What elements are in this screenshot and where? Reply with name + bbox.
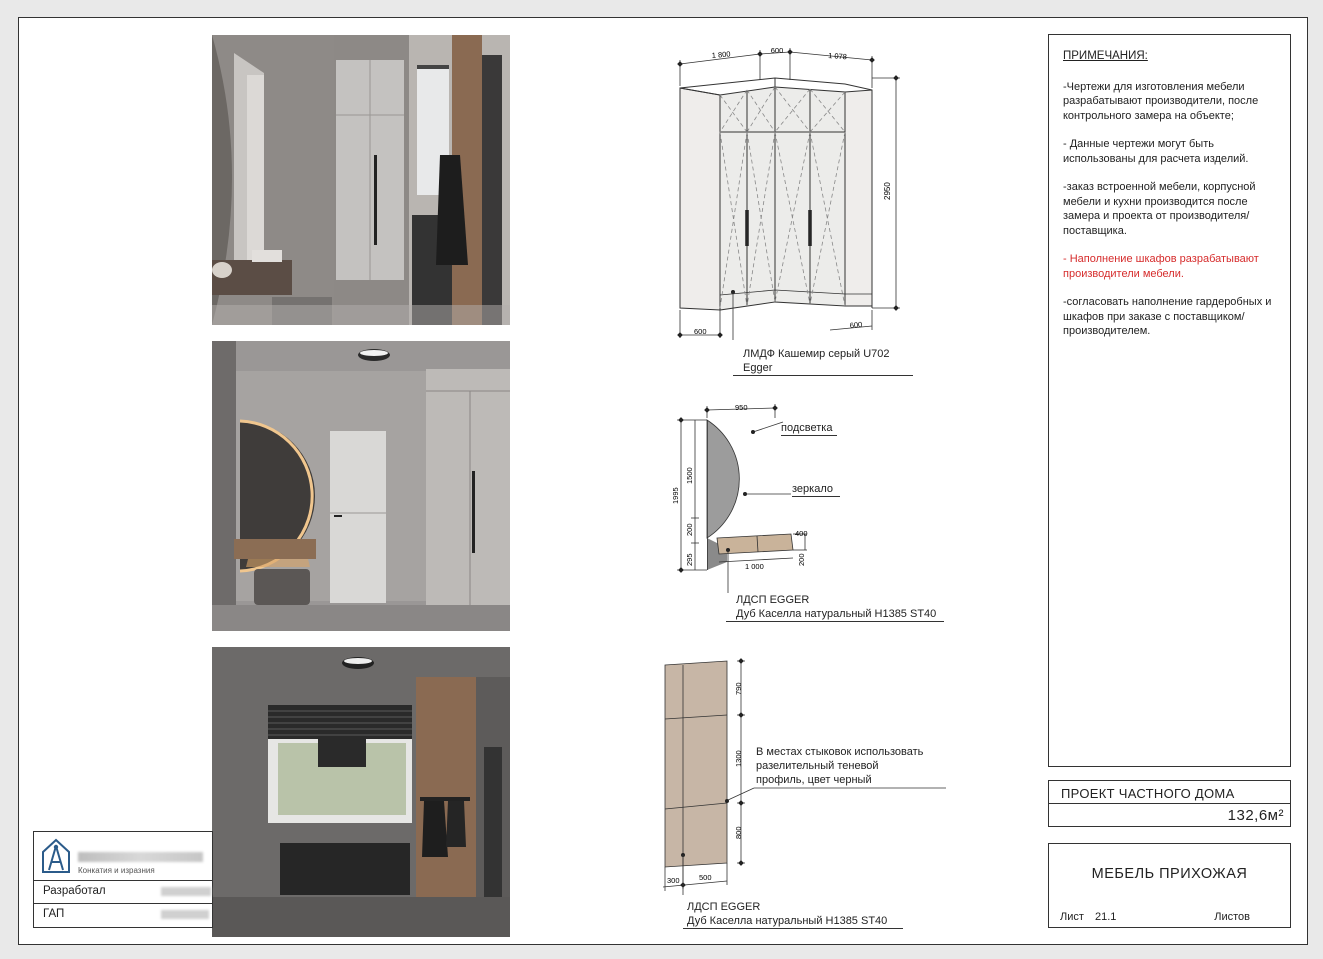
note-item-3: -заказ встроенной мебели, корпусной мебели и кухни производится после замера и проекта от производителя/поставщика. <box>1063 181 1256 237</box>
dim-mirror-width-950: 950 <box>735 403 748 412</box>
mirror-render-image <box>212 341 510 631</box>
render-photo-mirror <box>212 341 510 631</box>
stamp-row-developed <box>34 880 212 903</box>
mirror-label: зеркало <box>792 482 840 497</box>
dim-1500: 1500 <box>685 467 694 484</box>
wardrobe-drawing <box>660 40 920 340</box>
sheet-label: Лист <box>1060 911 1084 923</box>
dim-top-1800: 1 800 <box>711 49 731 60</box>
backlight-label: подсветка <box>781 421 837 436</box>
wardrobe-material-line2: Egger <box>743 362 773 374</box>
render-photo-wardrobe <box>212 35 510 325</box>
sheet-title-block <box>1048 843 1291 928</box>
company-subtitle: Конкатия и изразния <box>78 866 155 875</box>
dim-top-1078: 1 078 <box>827 51 848 62</box>
console-material-line1: ЛДСП EGGER <box>736 594 810 606</box>
dim-panel-300: 300 <box>667 876 680 885</box>
dim-total-1995: 1995 <box>671 487 680 504</box>
company-name-redacted <box>78 852 203 862</box>
panel-material-label <box>683 900 903 929</box>
dim-height-2950: 2950 <box>883 182 892 200</box>
title-block-stamp <box>33 831 213 928</box>
note-item-2: - Данные чертежи могут быть использованы для расчета изделий. <box>1063 138 1249 165</box>
gap-name-redacted <box>161 910 209 919</box>
panel-note <box>756 745 923 787</box>
dim-console-width-1000: 1 000 <box>745 562 764 571</box>
wardrobe-render-image <box>212 35 510 325</box>
console-material-line2: Дуб Каселла натуральный H1385 ST40 <box>736 608 937 620</box>
sheet-title: МЕБЕЛЬ ПРИХОЖАЯ <box>1091 866 1248 882</box>
panel-note-line3: профиль, цвет черный <box>756 774 872 786</box>
window-render-image <box>212 647 510 937</box>
sheets-count-label: Листов <box>1214 911 1250 923</box>
panel-note-line2: разелительный теневой <box>756 760 879 772</box>
wall-panel-drawing <box>655 655 755 895</box>
dim-panel-500: 500 <box>699 873 712 882</box>
dim-panel-1300: 1300 <box>734 750 743 767</box>
dim-295: 295 <box>685 553 694 566</box>
panel-material-line2: Дуб Каселла натуральный H1385 ST40 <box>687 915 888 927</box>
developed-by-label: Разработал <box>43 885 106 897</box>
dim-console-depth-400: 400 <box>795 529 808 538</box>
gap-label: ГАП <box>43 908 65 920</box>
dim-console-height-200: 200 <box>797 553 806 566</box>
render-photo-window <box>212 647 510 937</box>
sheet-number: 21.1 <box>1095 911 1117 923</box>
note-item-4: - Наполнение шкафов разрабатывают производители мебели. <box>1063 253 1259 280</box>
dim-200: 200 <box>685 523 694 536</box>
wardrobe-material-line1: ЛМДФ Кашемир серый U702 <box>743 348 890 360</box>
panel-note-leader <box>726 784 950 804</box>
notes-panel <box>1048 34 1291 767</box>
project-title: ПРОЕКТ ЧАСТНОГО ДОМА <box>1061 786 1235 801</box>
panel-note-line1: В местах стыковок использовать <box>756 746 924 758</box>
project-block <box>1048 780 1291 827</box>
notes-title: ПРИМЕЧАНИЯ: <box>1063 50 1148 62</box>
dim-bottom-right-600: 600 <box>849 319 863 330</box>
developer-name-redacted <box>161 887 211 896</box>
stamp-row-gap <box>34 903 212 926</box>
dim-panel-790: 790 <box>734 682 743 695</box>
note-item-5: -согласовать наполнение гардеробных и шкафов при заказе с поставщиком/производителем. <box>1063 296 1272 337</box>
note-item-1: -Чертежи для изготовления мебели разрабатывают производители, после контрольного замера на объекте; <box>1063 80 1259 122</box>
console-material-label <box>726 593 944 622</box>
house-compass-logo-icon <box>41 838 71 874</box>
dim-top-600: 600 <box>770 46 784 55</box>
project-area: 132,6м² <box>1227 807 1284 824</box>
dim-bottom-left-600: 600 <box>694 327 707 336</box>
dim-panel-800: 800 <box>734 826 743 839</box>
wardrobe-material-label <box>733 347 913 376</box>
panel-material-line1: ЛДСП EGGER <box>687 901 761 913</box>
